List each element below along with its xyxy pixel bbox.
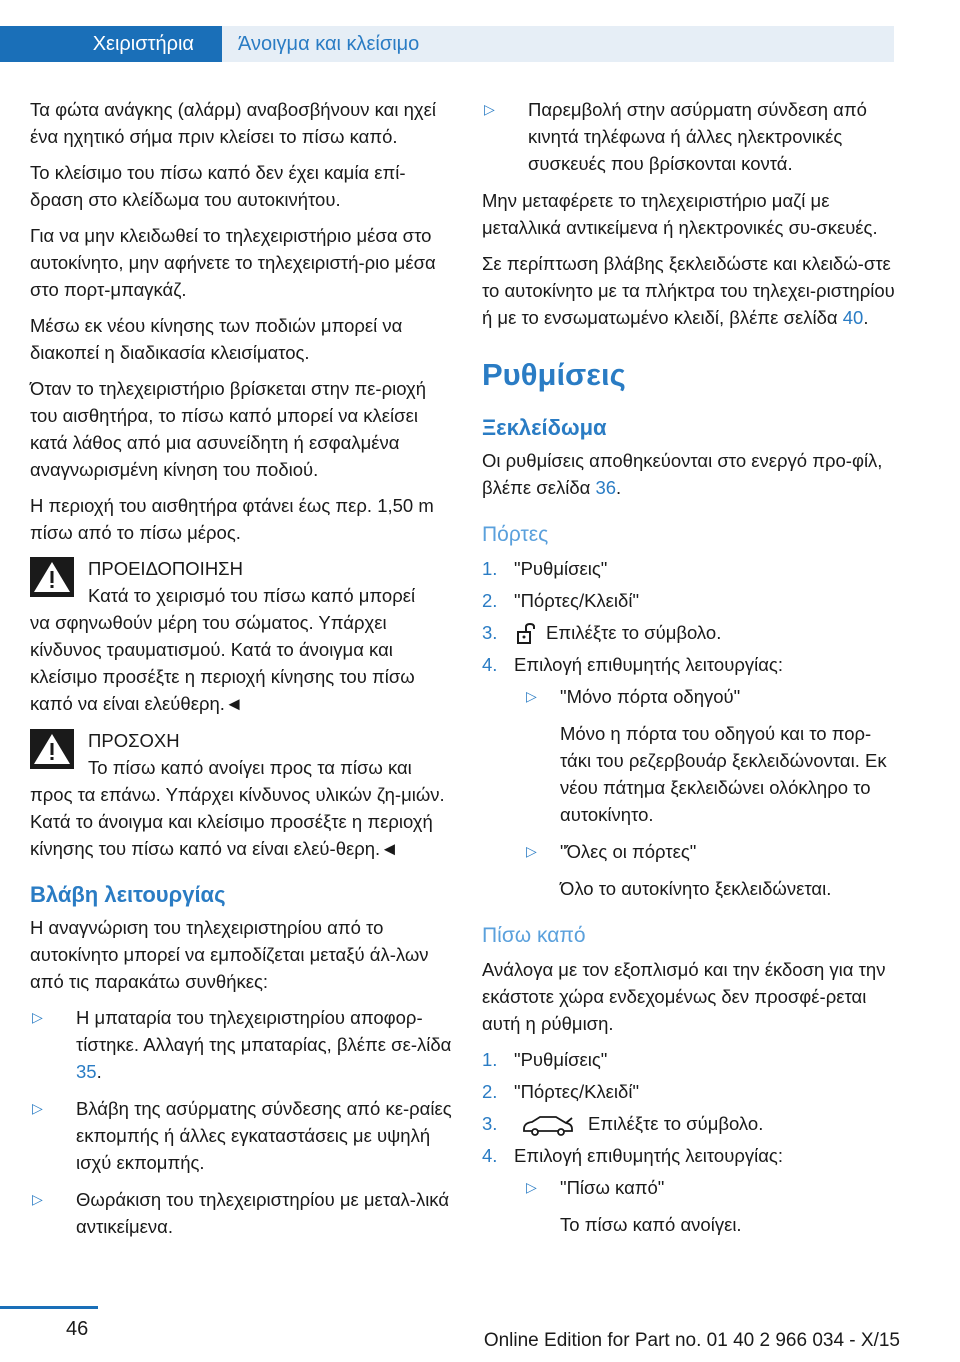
- step-item: 2. "Πόρτες/Κλειδί": [482, 1081, 640, 1102]
- bullet-triangle-icon: ▷: [32, 1009, 43, 1025]
- car-trunk-icon: [522, 1114, 574, 1136]
- heading-unlock: Ξεκλείδωμα: [482, 415, 607, 440]
- heading-settings: Ρυθμίσεις: [482, 357, 626, 392]
- caution-text-first: Το πίσω καπό ανοίγει προς τα πίσω και: [88, 757, 412, 778]
- paragraph: Οι ρυθμίσεις αποθηκεύονται στο ενεργό προ-φίλ, βλέπε σελίδα 36.: [482, 450, 883, 498]
- footer-rule: [0, 1306, 98, 1309]
- option-item: ▷ "Όλες οι πόρτες": [482, 838, 900, 865]
- option-description: Μόνο η πόρτα του οδηγού και το πορ-τάκι του ρεζερβουάρ ξεκλειδώνονται. Εκ νέου πάτημα ξεκλειδώνει ολόκληρο το αυτοκίνητο.: [560, 723, 887, 825]
- paragraph: Η περιοχή του αισθητήρα φτάνει έως περ. 1,50 m πίσω από το πίσω μέρος.: [30, 495, 434, 543]
- header-chapter: Άνοιγμα και κλείσιμο: [222, 26, 894, 62]
- list-item: ▷ Βλάβη της ασύρματης σύνδεσης από κε-ραίες εκπομπής ή άλλες εγκαταστάσεις με υψηλή ισχύ εκπομπής.: [30, 1095, 452, 1176]
- heading-malfunction: Βλάβη λειτουργίας: [30, 882, 226, 907]
- paragraph: Το κλείσιμο του πίσω καπό δεν έχει καμία επί-δραση στο κλείδωμα του αυτοκινήτου.: [30, 162, 406, 210]
- paragraph: Για να μην κλειδωθεί το τηλεχειριστήριο μέσα στο αυτοκίνητο, μην αφήνετε το τηλεχειριστή-ριο μέσα στο πορτ-μπαγκάζ.: [30, 225, 436, 300]
- step-item: 4. Επιλογή επιθυμητής λειτουργίας:: [482, 1145, 783, 1166]
- step-item: 3. Επιλέξτε το σύμβολο.: [482, 619, 900, 646]
- warning-triangle-icon: [30, 557, 74, 597]
- paragraph: Μέσω εκ νέου κίνησης των ποδιών μπορεί να διακοπεί η διαδικασία κλεισίματος.: [30, 315, 403, 363]
- bullet-triangle-icon: ▷: [526, 688, 537, 704]
- list-item: ▷ Θωράκιση του τηλεχειριστηρίου με μεταλ-λικά αντικείμενα.: [30, 1186, 452, 1240]
- paragraph: Όταν το τηλεχειριστήριο βρίσκεται στην πε-ριοχή του αισθητήρα, το πίσω καπό μπορεί να κλείσει κατά λάθος από μια ασυνείδητη ή εσφαλμένα αναγνωρισμένη κίνηση του ποδιού.: [30, 378, 426, 480]
- warning-box: [30, 555, 452, 717]
- step-item: 1. "Ρυθμίσεις": [482, 558, 608, 579]
- bullet-triangle-icon: ▷: [484, 101, 495, 117]
- step-item: 2. "Πόρτες/Κλειδί": [482, 590, 640, 611]
- caution-title: ΠΡΟΣΟΧΗ: [88, 730, 180, 751]
- heading-doors: Πόρτες: [482, 523, 549, 546]
- step-item: 1. "Ρυθμίσεις": [482, 1049, 608, 1070]
- paragraph: Μην μεταφέρετε το τηλεχειριστήριο μαζί με μεταλλικά αντικείμενα ή ηλεκτρονικές συ-σκευές.: [482, 190, 878, 238]
- warning-title: ΠΡΟΕΙΔΟΠΟΙΗΣΗ: [88, 558, 243, 579]
- list-item: ▷ Παρεμβολή στην ασύρματη σύνδεση από κινητά τηλέφωνα ή άλλες ηλεκτρονικές συσκευές που βρίσκονται κοντά.: [482, 96, 900, 177]
- step-item: 3. Επιλέξτε το σύμβολο.: [482, 1110, 900, 1137]
- bullet-triangle-icon: ▷: [526, 1179, 537, 1195]
- header-section: Χειριστήρια: [0, 26, 222, 62]
- right-column: [482, 96, 900, 1248]
- edition-note: Online Edition for Part no. 01 40 2 966 034 - X/15: [483, 1330, 900, 1351]
- bullet-triangle-icon: ▷: [32, 1100, 43, 1116]
- warning-text-first: Κατά το χειρισμό του πίσω καπό μπορεί: [88, 585, 416, 606]
- page-header: [0, 26, 894, 62]
- paragraph: Τα φώτα ανάγκης (αλάρμ) αναβοσβήνουν και ηχεί ένα ηχητικό σήμα πριν κλείσει το πίσω καπό.: [30, 99, 436, 147]
- option-description: Το πίσω καπό ανοίγει.: [560, 1214, 742, 1235]
- option-item: ▷ "Μόνο πόρτα οδηγού": [482, 683, 900, 710]
- page-link[interactable]: 36: [595, 477, 617, 498]
- bullet-triangle-icon: ▷: [32, 1191, 43, 1207]
- page-link[interactable]: 40: [842, 307, 864, 328]
- caution-text: προς τα επάνω. Υπάρχει κίνδυνος υλικών ζη-μιών. Κατά το άνοιγμα και κλείσιμο προσέξτε η περιοχή κίνησης του πίσω καπό να είναι ελεύ-θερη.◄: [30, 784, 445, 859]
- paragraph: Ανάλογα με τον εξοπλισμό και την έκδοση για την εκάστοτε χώρα ενδεχομένως δεν προσφέ-ρεται αυτή η ρύθμιση.: [482, 959, 886, 1034]
- option-description: Όλο το αυτοκίνητο ξεκλειδώνεται.: [560, 878, 832, 899]
- list-item: ▷ Η μπαταρία του τηλεχειριστηρίου αποφορ-τίστηκε. Αλλαγή της μπαταρίας, βλέπε σε-λίδα 35.: [30, 1004, 452, 1085]
- warning-text: να σφηνωθούν μέρη του σώματος. Υπάρχει κίνδυνος τραυματισμού. Κατά το άνοιγμα και κλείσιμο προσέξτε η περιοχή κίνησης του πίσω καπό να είναι ελεύθερη.◄: [30, 612, 415, 714]
- bullet-triangle-icon: ▷: [526, 843, 537, 859]
- page-number: 46: [66, 1318, 89, 1340]
- paragraph: Η αναγνώριση του τηλεχειριστηρίου από το αυτοκίνητο μπορεί να εμποδίζεται μεταξύ άλ-λων από τις παρακάτω συνθήκες:: [30, 917, 429, 992]
- warning-triangle-icon: [30, 729, 74, 769]
- step-item: 4. Επιλογή επιθυμητής λειτουργίας:: [482, 654, 783, 675]
- left-column: [30, 96, 452, 1250]
- paragraph: Σε περίπτωση βλάβης ξεκλειδώστε και κλειδώ-στε το αυτοκίνητο με τα πλήκτρα του τηλεχει-ριστηρίου ή με το ενσωματωμένο κλειδί, βλέπε σελίδα 40.: [482, 253, 895, 328]
- door-unlock-icon: [514, 623, 538, 645]
- heading-trunk: Πίσω καπό: [482, 924, 586, 947]
- page-link[interactable]: 35: [76, 1061, 97, 1082]
- caution-box: [30, 727, 452, 862]
- option-item: ▷ "Πίσω καπό": [482, 1174, 900, 1201]
